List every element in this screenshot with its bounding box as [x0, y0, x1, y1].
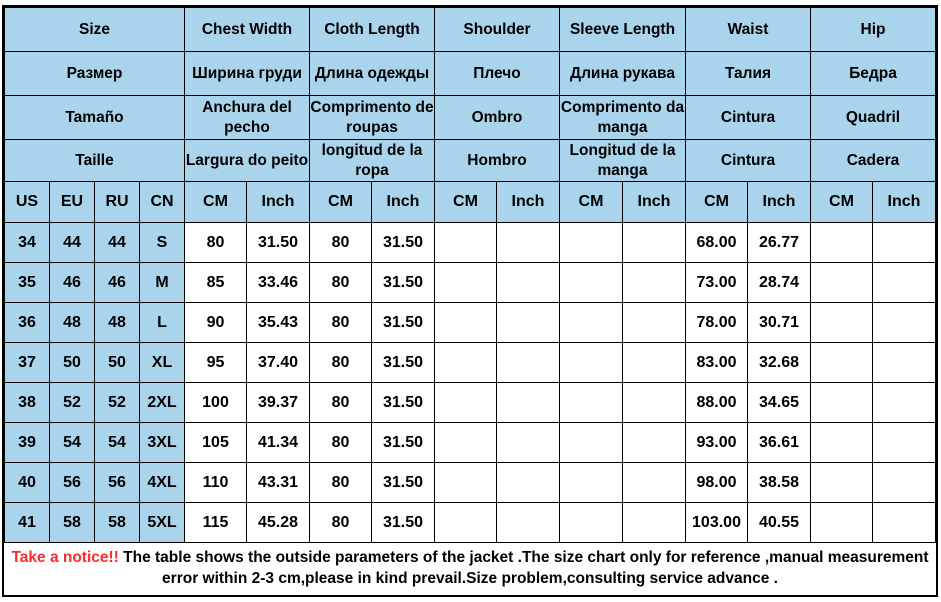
size-label-cell: Taille	[5, 140, 185, 182]
unit-cell: EU	[50, 182, 95, 223]
measure-cell	[811, 423, 873, 463]
measure-cell	[560, 343, 623, 383]
measure-cell	[497, 503, 560, 543]
measure-cell: 105	[185, 423, 247, 463]
measure-cell	[497, 383, 560, 423]
size-cell: 5XL	[140, 503, 185, 543]
measure-cell: 88.00	[686, 383, 748, 423]
measure-cell	[623, 463, 686, 503]
measure-cell: 31.50	[372, 223, 435, 263]
measure-cell: 110	[185, 463, 247, 503]
header-sleeve-length: Sleeve Length	[560, 8, 686, 52]
measure-cell: 33.46	[247, 263, 310, 303]
size-cell: 54	[50, 423, 95, 463]
notice-label: Take a notice!!	[11, 549, 119, 566]
size-cell: 41	[5, 503, 50, 543]
unit-cell: Inch	[372, 182, 435, 223]
measure-cell	[811, 303, 873, 343]
size-table	[4, 7, 936, 543]
measure-cell	[623, 303, 686, 343]
header-chest: Largura do peito	[185, 140, 310, 182]
measure-cell	[560, 223, 623, 263]
measure-cell: 78.00	[686, 303, 748, 343]
measure-cell: 93.00	[686, 423, 748, 463]
size-cell: 44	[95, 223, 140, 263]
measure-cell	[623, 223, 686, 263]
unit-cell: CN	[140, 182, 185, 223]
measure-cell	[873, 223, 936, 263]
measure-cell: 68.00	[686, 223, 748, 263]
header-chest: Anchura del pecho	[185, 96, 310, 140]
measure-cell: 39.37	[247, 383, 310, 423]
table-row	[5, 263, 936, 303]
measure-cell: 35.43	[247, 303, 310, 343]
header-waist: Waist	[686, 8, 811, 52]
measure-cell: 34.65	[748, 383, 811, 423]
header-shoulder: Shoulder	[435, 8, 560, 52]
measure-cell	[873, 383, 936, 423]
size-chart	[2, 5, 938, 597]
header-row	[5, 8, 936, 52]
measure-cell	[435, 423, 497, 463]
measure-cell: 80	[185, 223, 247, 263]
measure-cell	[873, 343, 936, 383]
measure-cell: 95	[185, 343, 247, 383]
measure-cell	[497, 423, 560, 463]
unit-cell: CM	[560, 182, 623, 223]
measure-cell	[435, 503, 497, 543]
size-label-cell: Tamaño	[5, 96, 185, 140]
measure-cell: 45.28	[247, 503, 310, 543]
unit-cell: CM	[811, 182, 873, 223]
header-chest: Ширина груди	[185, 52, 310, 96]
header-row	[5, 96, 936, 140]
header-shoulder: Плечо	[435, 52, 560, 96]
unit-cell: US	[5, 182, 50, 223]
measure-cell	[497, 343, 560, 383]
table-row	[5, 503, 936, 543]
notice	[4, 541, 936, 595]
measure-cell: 98.00	[686, 463, 748, 503]
unit-cell: Inch	[497, 182, 560, 223]
header-row	[5, 52, 936, 96]
notice-text: The table shows the outside parameters of the jacket .The size chart only for reference ,manual measurement error within 2-3 cm,please in kind prevail.Size problem,consulting service advance .	[118, 549, 929, 587]
size-cell: 46	[95, 263, 140, 303]
measure-cell: 38.58	[748, 463, 811, 503]
unit-cell: CM	[435, 182, 497, 223]
measure-cell: 80	[310, 463, 372, 503]
size-cell: 3XL	[140, 423, 185, 463]
measure-cell: 80	[310, 383, 372, 423]
header-shoulder: Hombro	[435, 140, 560, 182]
size-cell: 52	[50, 383, 95, 423]
table-row	[5, 223, 936, 263]
size-cell: 2XL	[140, 383, 185, 423]
header-cloth-length: Cloth Length	[310, 8, 435, 52]
measure-cell: 32.68	[748, 343, 811, 383]
size-label-cell: Размер	[5, 52, 185, 96]
size-cell: L	[140, 303, 185, 343]
measure-cell	[623, 503, 686, 543]
size-cell: 58	[95, 503, 140, 543]
measure-cell: 31.50	[372, 463, 435, 503]
unit-cell: CM	[310, 182, 372, 223]
measure-cell	[560, 423, 623, 463]
measure-cell: 80	[310, 303, 372, 343]
measure-cell: 37.40	[247, 343, 310, 383]
header-row	[5, 140, 936, 182]
measure-cell	[623, 383, 686, 423]
size-cell: 46	[50, 263, 95, 303]
size-cell: 54	[95, 423, 140, 463]
measure-cell: 80	[310, 263, 372, 303]
table-row	[5, 383, 936, 423]
size-cell: 48	[50, 303, 95, 343]
unit-cell: Inch	[748, 182, 811, 223]
header-chest: Chest Width	[185, 8, 310, 52]
header-waist: Cintura	[686, 96, 811, 140]
measure-cell: 31.50	[372, 503, 435, 543]
measure-cell: 31.50	[372, 303, 435, 343]
header-cloth-length: Длина одежды	[310, 52, 435, 96]
table-row	[5, 303, 936, 343]
measure-cell: 115	[185, 503, 247, 543]
unit-cell: Inch	[247, 182, 310, 223]
measure-cell	[560, 303, 623, 343]
measure-cell	[435, 223, 497, 263]
measure-cell: 28.74	[748, 263, 811, 303]
measure-cell	[811, 343, 873, 383]
measure-cell	[811, 223, 873, 263]
size-cell: 56	[95, 463, 140, 503]
table-row	[5, 423, 936, 463]
measure-cell	[623, 423, 686, 463]
units-row	[5, 182, 936, 223]
measure-cell: 26.77	[748, 223, 811, 263]
size-cell: 35	[5, 263, 50, 303]
measure-cell: 85	[185, 263, 247, 303]
size-cell: S	[140, 223, 185, 263]
measure-cell	[623, 263, 686, 303]
size-cell: 4XL	[140, 463, 185, 503]
measure-cell	[811, 503, 873, 543]
measure-cell: 41.34	[247, 423, 310, 463]
measure-cell	[435, 263, 497, 303]
measure-cell	[497, 223, 560, 263]
header-sleeve-length: Longitud de la manga	[560, 140, 686, 182]
measure-cell: 80	[310, 223, 372, 263]
measure-cell: 73.00	[686, 263, 748, 303]
measure-cell: 83.00	[686, 343, 748, 383]
header-cloth-length: Comprimento de roupas	[310, 96, 435, 140]
size-cell: 50	[50, 343, 95, 383]
measure-cell: 100	[185, 383, 247, 423]
size-cell: 44	[50, 223, 95, 263]
measure-cell	[497, 303, 560, 343]
size-label-cell: Size	[5, 8, 185, 52]
size-cell: 37	[5, 343, 50, 383]
size-cell: 56	[50, 463, 95, 503]
header-waist: Cintura	[686, 140, 811, 182]
measure-cell	[811, 463, 873, 503]
measure-cell	[435, 463, 497, 503]
unit-cell: RU	[95, 182, 140, 223]
measure-cell: 31.50	[372, 263, 435, 303]
measure-cell: 90	[185, 303, 247, 343]
header-waist: Талия	[686, 52, 811, 96]
header-sleeve-length: Comprimento da manga	[560, 96, 686, 140]
measure-cell: 31.50	[372, 343, 435, 383]
header-hip: Бедра	[811, 52, 936, 96]
measure-cell	[811, 263, 873, 303]
measure-cell: 80	[310, 423, 372, 463]
measure-cell: 31.50	[372, 383, 435, 423]
size-cell: 40	[5, 463, 50, 503]
measure-cell	[873, 463, 936, 503]
measure-cell: 30.71	[748, 303, 811, 343]
measure-cell	[623, 343, 686, 383]
size-cell: 34	[5, 223, 50, 263]
measure-cell	[873, 263, 936, 303]
measure-cell: 31.50	[247, 223, 310, 263]
unit-cell: CM	[185, 182, 247, 223]
size-cell: 58	[50, 503, 95, 543]
measure-cell: 36.61	[748, 423, 811, 463]
size-cell: 52	[95, 383, 140, 423]
unit-cell: Inch	[623, 182, 686, 223]
size-cell: 50	[95, 343, 140, 383]
measure-cell: 80	[310, 343, 372, 383]
table-row	[5, 463, 936, 503]
measure-cell	[560, 503, 623, 543]
measure-cell	[560, 463, 623, 503]
measure-cell	[873, 423, 936, 463]
header-sleeve-length: Длина рукава	[560, 52, 686, 96]
measure-cell: 80	[310, 503, 372, 543]
measure-cell	[560, 383, 623, 423]
header-hip: Quadril	[811, 96, 936, 140]
table-row	[5, 343, 936, 383]
header-cloth-length: longitud de la ropa	[310, 140, 435, 182]
measure-cell	[497, 463, 560, 503]
unit-cell: CM	[686, 182, 748, 223]
measure-cell	[873, 503, 936, 543]
measure-cell	[435, 343, 497, 383]
measure-cell: 103.00	[686, 503, 748, 543]
size-cell: 38	[5, 383, 50, 423]
size-cell: XL	[140, 343, 185, 383]
measure-cell	[811, 383, 873, 423]
size-cell: M	[140, 263, 185, 303]
measure-cell	[435, 303, 497, 343]
size-cell: 36	[5, 303, 50, 343]
measure-cell: 40.55	[748, 503, 811, 543]
header-shoulder: Ombro	[435, 96, 560, 140]
header-hip: Cadera	[811, 140, 936, 182]
header-hip: Hip	[811, 8, 936, 52]
size-cell: 39	[5, 423, 50, 463]
measure-cell	[497, 263, 560, 303]
measure-cell: 43.31	[247, 463, 310, 503]
size-cell: 48	[95, 303, 140, 343]
measure-cell	[873, 303, 936, 343]
measure-cell	[560, 263, 623, 303]
unit-cell: Inch	[873, 182, 936, 223]
measure-cell: 31.50	[372, 423, 435, 463]
measure-cell	[435, 383, 497, 423]
